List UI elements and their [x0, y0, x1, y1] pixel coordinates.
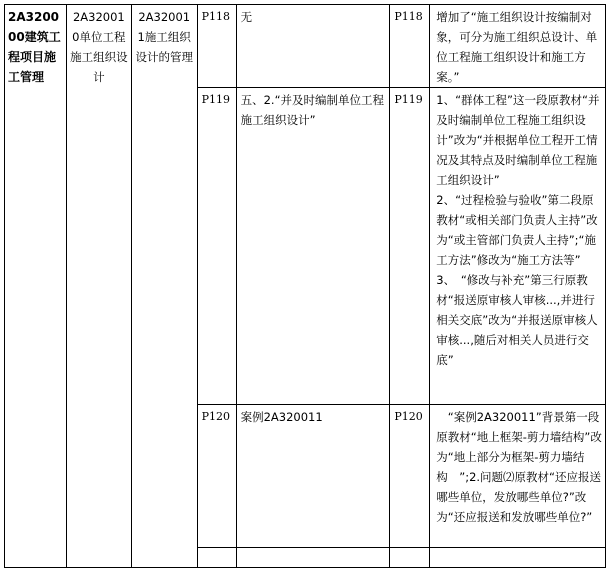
- revision-table: [4, 4, 606, 568]
- new-page-cell: P120: [390, 405, 430, 548]
- new-page-cell: P119: [390, 88, 430, 405]
- change-text: “案例2A320011”背景第一段原教材“地上框架-剪力墙结构”改为“地上部分为框架-剪力墙结构 ”;2.问题⑵原教材“还应报送哪些单位，发放哪些单位?”改为“还应报送和发放哪些单位?”: [436, 410, 602, 524]
- changes-cell: [430, 88, 606, 405]
- change-text: 增加了“施工组织设计按编制对象，可分为施工组织总设计、单位工程施工组织设计和施工方案。”: [436, 10, 598, 84]
- chapter-cell: 2A320000建筑工程项目施工管理: [5, 5, 67, 568]
- original-text-cell: 五、2.“并及时编制单位工程施工组织设计”: [236, 88, 390, 405]
- changes-cell: [430, 5, 606, 88]
- changes-cell: [430, 405, 606, 548]
- change-text: 2、“过程检验与验收”第二段原教材“或相关部门负责人主持”改为“或主管部门负责人主持”;“施工方法”修改为“施工方法等”: [436, 193, 598, 267]
- table-row: [5, 5, 606, 88]
- old-page-cell: P119: [197, 88, 236, 405]
- change-text: 1、“群体工程”这一段原教材“并及时编制单位工程施工组织设计”改为“并根据单位工程开工情况及其特点及时编制单位工程施工组织设计”: [436, 93, 600, 187]
- new-page-cell: P118: [390, 5, 430, 88]
- original-text-cell: 无: [236, 5, 390, 88]
- item-cell: 2A320011施工组织设计的管理: [131, 5, 197, 568]
- change-text: 3、 “修改与补充”第三行原教材“报送原审核人审核...,并进行相关交底”改为“并报送原审核人审核...,随后对相关人员进行交底”: [436, 273, 598, 367]
- section-cell: 2A320010单位工程施工组织设计: [66, 5, 131, 568]
- original-text-cell: 案例2A320011: [236, 405, 390, 548]
- old-page-cell: P118: [197, 5, 236, 88]
- old-page-cell: P120: [197, 405, 236, 548]
